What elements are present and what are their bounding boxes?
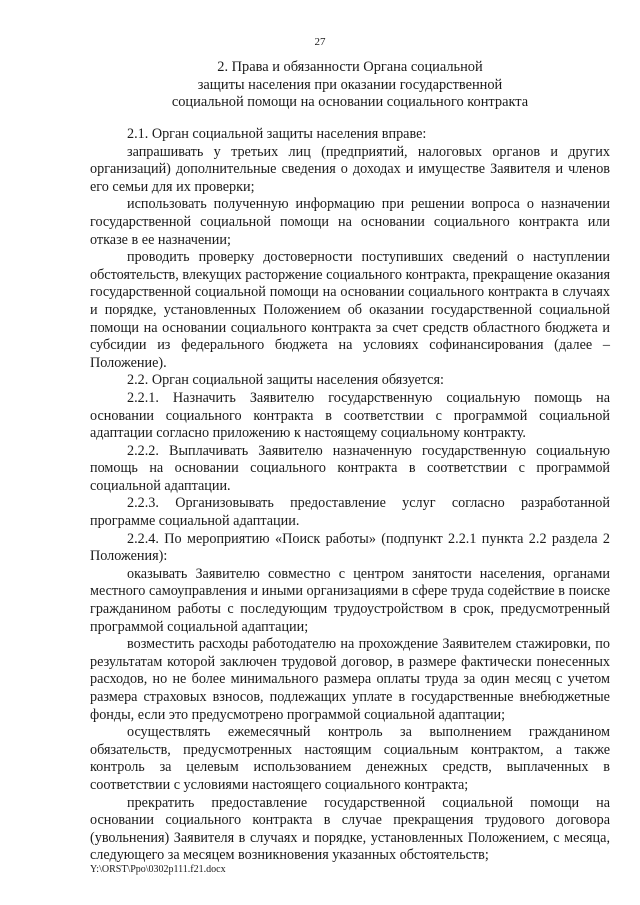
heading-line: защиты населения при оказании государственной — [197, 76, 503, 93]
paragraph-2-2-4: 2.2.4. По мероприятию «Поиск работы» (подпункт 2.2.1 пункта 2.2 раздела 2 Положения): — [90, 530, 610, 565]
heading-line: социальной помощи на основании социального контракта — [171, 94, 529, 110]
paragraph-reimburse-employer: возместить расходы работодателю на прохождение Заявителем стажировки, по результатам которой заключен трудовой договор, в размере фактически понесенных расходов, но не более минимального размера оплаты труда за один месяц с учетом размера страховых взносов, подлежащих уплате в государственные внебюджетные фонды, если это предусмотрено программой социальной адаптации; — [90, 636, 610, 723]
document-body — [90, 126, 610, 865]
paragraph-verify-info: проводить проверку достоверности поступивших сведений о наступлении обстоятельств, влекущих расторжение социального контракта, прекращение оказания государственной социальной помощи на основании социального контракта в случаях и порядке, установленных Положением об оказании государственной социальной помощи на основании социального контракта за счет средств областного бюджета и субсидии из федерального бюджета на условиях софинансирования (далее – Положение). — [90, 249, 610, 371]
paragraph-request-info: запрашивать у третьих лиц (предприятий, налоговых органов и других организаций) дополнительные сведения о доходах и имуществе Заявителя и членов его семьи для их проверки; — [90, 143, 610, 195]
paragraph-terminate-assistance: прекратить предоставление государственной социальной помощи на основании социального контракта в случае прекращения трудового договора (увольнения) Заявителя в случаях и порядке, установленных Положением, с месяца, следующего за месяцем возникновения указанных обстоятельств; — [90, 794, 610, 864]
paragraph-2-1-intro: 2.1. Орган социальной защиты населения вправе: — [127, 126, 427, 142]
paragraph-assist-job-search: оказывать Заявителю совместно с центром занятости населения, органами местного самоуправления и иными организациями в сфере труда содействие в поиске гражданином работы с последующим трудоустройством в срок, предусмотренный программой социальной адаптации; — [90, 565, 610, 635]
heading-line: 2. Права и обязанности Органа социальной — [217, 59, 483, 75]
paragraph-monthly-control: осуществлять ежемесячный контроль за выполнением гражданином обязательств, предусмотренных настоящим социальным контрактом, а также контроль за целевым использованием денежных средств, выплаченных в соответствии с условиями настоящего социального контракта; — [90, 724, 610, 793]
paragraph-2-2-1: 2.2.1. Назначить Заявителю государственную социальную помощь на основании социального контракта в соответствии с программой социальной адаптации согласно приложению к настоящему социальному контракту. — [90, 389, 610, 442]
page-number: 27 — [314, 36, 326, 48]
paragraph-use-info: использовать полученную информацию при решении вопроса о назначении государственной социальной помощи на основании социального контракта или отказе в ее назначении; — [90, 196, 610, 248]
section-heading — [90, 59, 610, 112]
paragraph-2-2-2: 2.2.2. Выплачивать Заявителю назначенную государственную социальную помощь на основании социального контракта в соответствии с программой социальной адаптации. — [90, 442, 610, 494]
paragraph-2-2-3: 2.2.3. Организовывать предоставление услуг согласно разработанной программе социальной адаптации. — [90, 495, 610, 530]
footer-file-path: Y:\ORST\Ppo\0302p111.f21.docx — [90, 864, 226, 875]
paragraph-2-2-intro: 2.2. Орган социальной защиты населения обязуется: — [127, 372, 444, 389]
